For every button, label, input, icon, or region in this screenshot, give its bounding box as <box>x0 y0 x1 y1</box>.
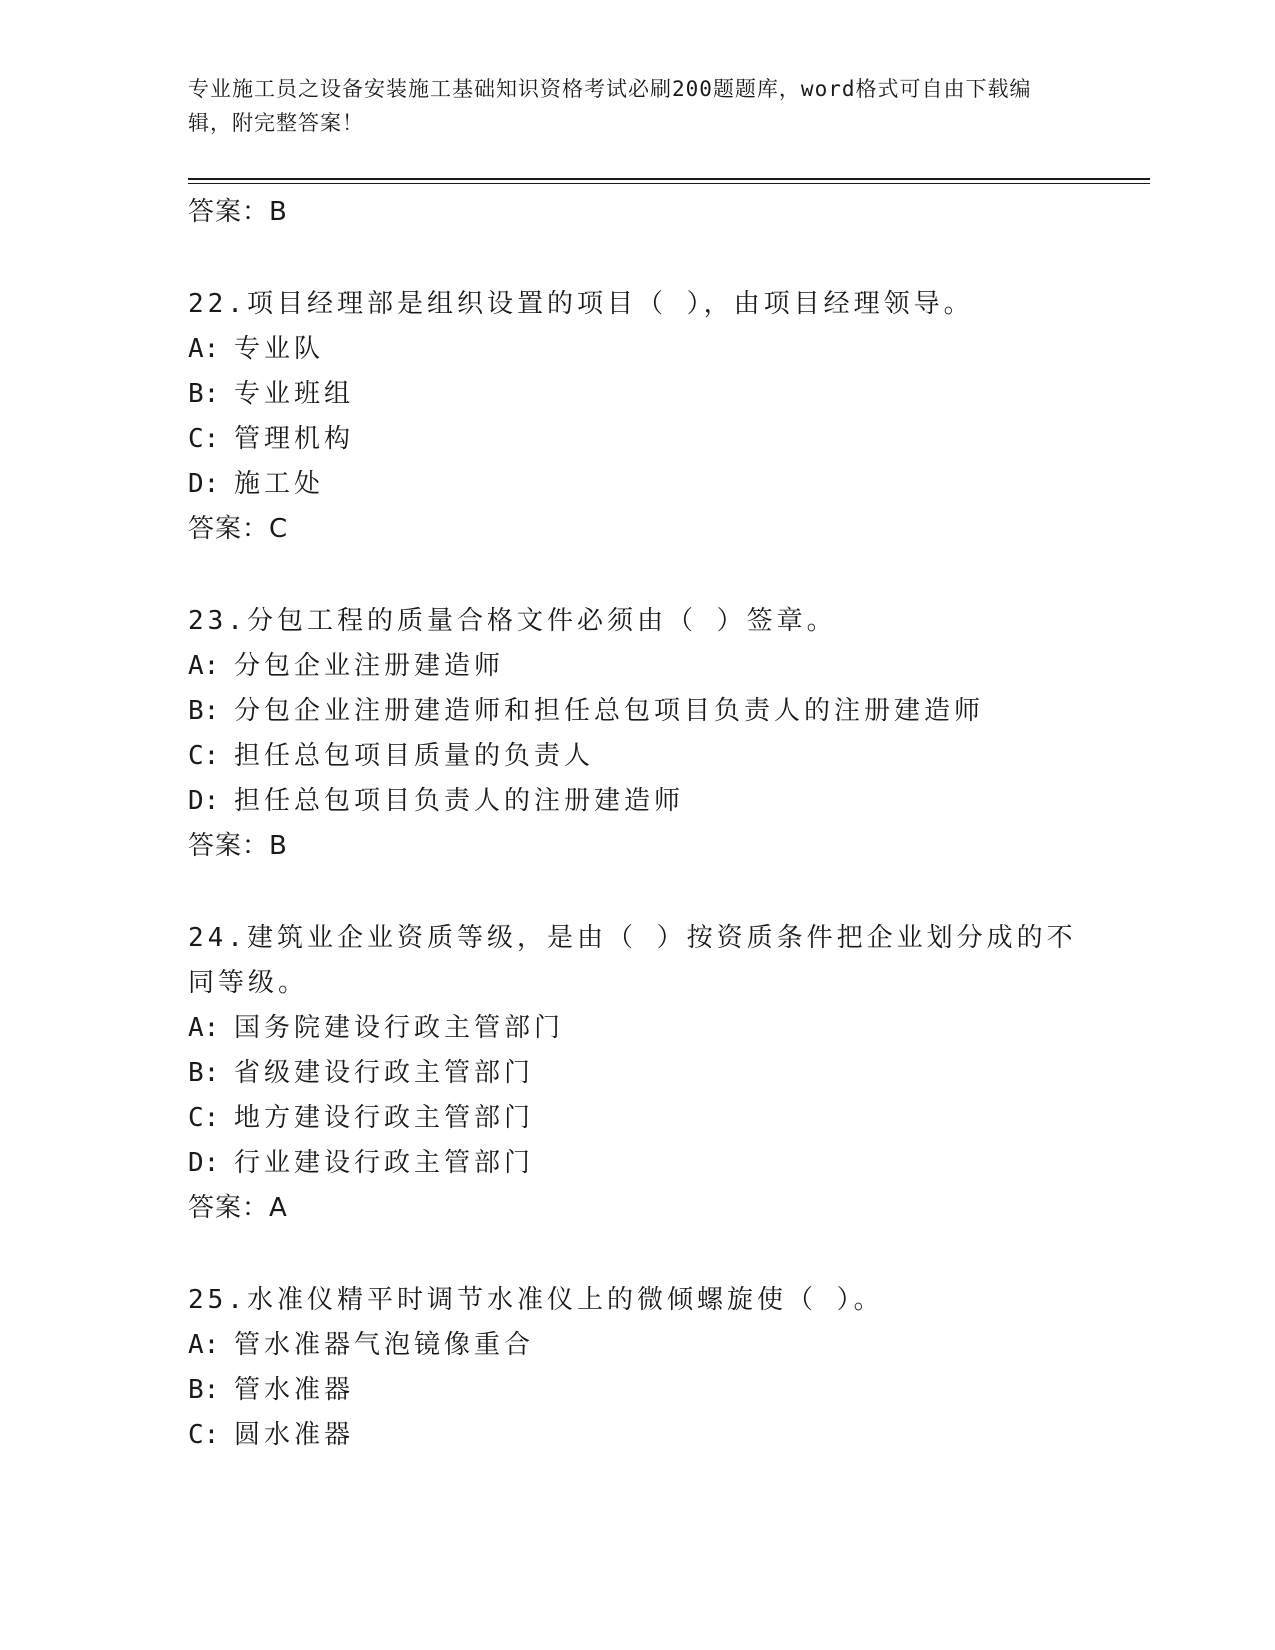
option-a <box>188 1006 1088 1051</box>
option-d <box>188 1141 1088 1186</box>
option-letter: C: <box>188 741 220 771</box>
option-letter: B: <box>188 1375 220 1405</box>
option-text: 分包企业注册建造师 <box>234 651 505 681</box>
option-a <box>188 1323 1088 1368</box>
option-text: 行业建设行政主管部门 <box>234 1148 535 1178</box>
option-letter: C: <box>188 1103 220 1133</box>
option-c <box>188 1096 1088 1141</box>
option-b <box>188 372 1088 417</box>
option-a <box>188 327 1088 372</box>
option-d <box>188 462 1088 507</box>
option-text: 省级建设行政主管部门 <box>234 1058 535 1088</box>
option-letter: A: <box>188 1330 220 1360</box>
option-text: 地方建设行政主管部门 <box>234 1103 535 1133</box>
option-letter: D: <box>188 1148 220 1178</box>
header-divider-thin <box>188 183 1150 184</box>
question-stem: 23.分包工程的质量合格文件必须由（ ）签章。 <box>188 606 837 636</box>
answer-line: 答案：A <box>188 1193 288 1223</box>
question-item <box>188 599 1088 869</box>
option-text: 管水准器 <box>234 1375 355 1405</box>
question-stem: 22.项目经理部是组织设置的项目（ ），由项目经理领导。 <box>188 289 974 319</box>
option-a <box>188 644 1088 689</box>
option-c <box>188 734 1088 779</box>
option-letter: B: <box>188 696 220 726</box>
option-letter: C: <box>188 1420 220 1450</box>
option-letter: C: <box>188 424 220 454</box>
option-text: 专业班组 <box>234 379 355 409</box>
answer-line: 答案：B <box>188 831 288 861</box>
option-text: 专业队 <box>234 334 325 364</box>
option-text: 施工处 <box>234 469 325 499</box>
option-letter: B: <box>188 1058 220 1088</box>
question-list <box>188 190 1088 1458</box>
answer-line: 答案：C <box>188 514 289 544</box>
option-letter: A: <box>188 334 220 364</box>
option-text: 圆水准器 <box>234 1420 355 1450</box>
option-b <box>188 1051 1088 1096</box>
option-b <box>188 1368 1088 1413</box>
option-text: 国务院建设行政主管部门 <box>234 1013 565 1043</box>
question-stem: 25.水准仪精平时调节水准仪上的微倾螺旋使（ ）。 <box>188 1285 884 1315</box>
option-d <box>188 779 1088 824</box>
option-b <box>188 689 1088 734</box>
question-item <box>188 1278 1088 1458</box>
option-text: 分包企业注册建造师和担任总包项目负责人的注册建造师 <box>234 696 985 726</box>
option-text: 管理机构 <box>234 424 355 454</box>
question-stem: 24.建筑业企业资质等级，是由（ ）按资质条件把企业划分成的不同等级。 <box>188 923 1077 998</box>
option-letter: A: <box>188 1013 220 1043</box>
option-letter: D: <box>188 469 220 499</box>
option-letter: A: <box>188 651 220 681</box>
option-c <box>188 417 1088 462</box>
option-letter: B: <box>188 379 220 409</box>
option-text: 担任总包项目负责人的注册建造师 <box>234 786 685 816</box>
question-item <box>188 916 1088 1231</box>
document-header: 专业施工员之设备安装施工基础知识资格考试必刷200题题库，word格式可自由下载编辑，附完整答案！ <box>188 77 1032 135</box>
question-item <box>188 282 1088 552</box>
answer-line: 答案：B <box>188 197 288 227</box>
header-divider-thick <box>188 178 1150 180</box>
option-text: 管水准器气泡镜像重合 <box>234 1330 535 1360</box>
option-text: 担任总包项目质量的负责人 <box>234 741 595 771</box>
option-letter: D: <box>188 786 220 816</box>
option-c <box>188 1413 1088 1458</box>
